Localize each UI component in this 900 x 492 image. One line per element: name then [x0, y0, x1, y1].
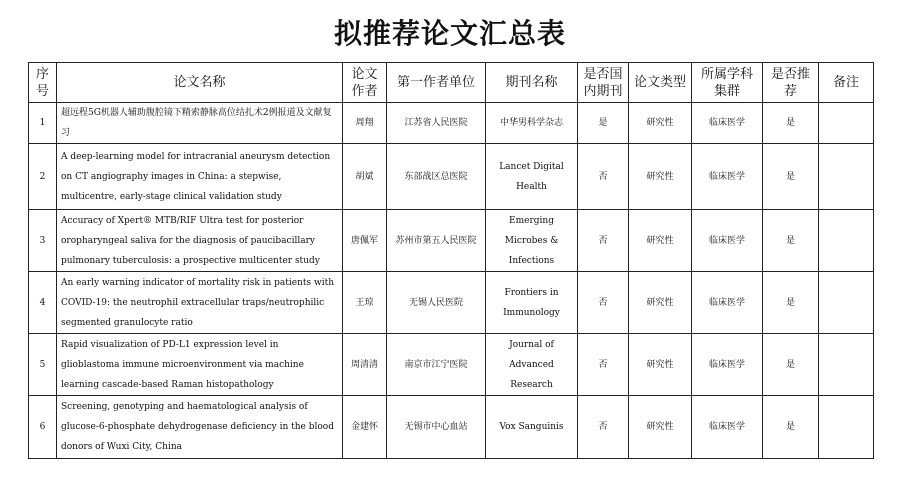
cell-journal: Lancet Digital Health [486, 144, 578, 210]
cell-index: 6 [29, 396, 57, 459]
cell-type: 研究性 [629, 396, 692, 459]
cell-author: 胡斌 [343, 144, 387, 210]
header-paper-name: 论文名称 [57, 63, 343, 103]
cell-index: 4 [29, 272, 57, 334]
cell-recommend: 是 [763, 396, 819, 459]
cell-recommend: 是 [763, 272, 819, 334]
cell-journal: Emerging Microbes & Infections [486, 210, 578, 272]
cell-paper-name: Accuracy of Xpert® MTB/RIF Ultra test for posterior oropharyngeal saliva for the diagnosis of paucibacillary pulmonary tuberculosis: a prospective multicenter study [57, 210, 343, 272]
paper-summary-table [28, 62, 874, 459]
cell-affiliation: 东部战区总医院 [387, 144, 486, 210]
table-row [29, 334, 874, 396]
cell-journal: Vox Sanguinis [486, 396, 578, 459]
cell-recommend: 是 [763, 103, 819, 144]
header-type: 论文类型 [629, 63, 692, 103]
cell-domestic: 否 [578, 396, 629, 459]
header-row [29, 63, 874, 103]
cell-cluster: 临床医学 [692, 210, 763, 272]
cell-type: 研究性 [629, 334, 692, 396]
cell-remarks [819, 210, 874, 272]
cell-index: 2 [29, 144, 57, 210]
cell-remarks [819, 144, 874, 210]
header-cluster: 所属学科集群 [692, 63, 763, 103]
cell-journal: Frontiers in Immunology [486, 272, 578, 334]
cell-type: 研究性 [629, 272, 692, 334]
cell-journal: Journal of Advanced Research [486, 334, 578, 396]
header-remarks: 备注 [819, 63, 874, 103]
table-row [29, 272, 874, 334]
cell-affiliation: 江苏省人民医院 [387, 103, 486, 144]
cell-domestic: 否 [578, 210, 629, 272]
cell-affiliation: 苏州市第五人民医院 [387, 210, 486, 272]
cell-type: 研究性 [629, 144, 692, 210]
header-index: 序号 [29, 63, 57, 103]
header-affiliation: 第一作者单位 [387, 63, 486, 103]
cell-recommend: 是 [763, 144, 819, 210]
cell-type: 研究性 [629, 103, 692, 144]
cell-paper-name: 超远程5G机器人辅助腹腔镜下精索静脉高位结扎术2例报道及文献复习 [57, 103, 343, 144]
cell-remarks [819, 334, 874, 396]
cell-type: 研究性 [629, 210, 692, 272]
page-title: 拟推荐论文汇总表 [333, 17, 566, 50]
cell-domestic: 否 [578, 334, 629, 396]
cell-author: 金建怀 [343, 396, 387, 459]
cell-recommend: 是 [763, 210, 819, 272]
cell-author: 周清清 [343, 334, 387, 396]
header-recommend: 是否推荐 [763, 63, 819, 103]
cell-remarks [819, 272, 874, 334]
cell-domestic: 否 [578, 144, 629, 210]
cell-affiliation: 南京市江宁医院 [387, 334, 486, 396]
cell-index: 5 [29, 334, 57, 396]
cell-paper-name: Rapid visualization of PD-L1 expression level in glioblastoma immune microenvironment via machine learning cascade-based Raman histopathology [57, 334, 343, 396]
cell-remarks [819, 396, 874, 459]
cell-recommend: 是 [763, 334, 819, 396]
cell-index: 3 [29, 210, 57, 272]
header-journal: 期刊名称 [486, 63, 578, 103]
cell-affiliation: 无锡人民医院 [387, 272, 486, 334]
cell-remarks [819, 103, 874, 144]
table-row [29, 210, 874, 272]
cell-journal: 中华男科学杂志 [486, 103, 578, 144]
table-row [29, 396, 874, 459]
cell-cluster: 临床医学 [692, 144, 763, 210]
cell-index: 1 [29, 103, 57, 144]
cell-affiliation: 无锡市中心血站 [387, 396, 486, 459]
cell-domestic: 是 [578, 103, 629, 144]
cell-author: 唐佩军 [343, 210, 387, 272]
header-author: 论文作者 [343, 63, 387, 103]
cell-author: 王琼 [343, 272, 387, 334]
header-domestic: 是否国内期刊 [578, 63, 629, 103]
table-row [29, 103, 874, 144]
cell-author: 周翔 [343, 103, 387, 144]
cell-paper-name: A deep-learning model for intracranial aneurysm detection on CT angiography images in China: a stepwise, multicentre, early-stage clinical validation study [57, 144, 343, 210]
cell-cluster: 临床医学 [692, 334, 763, 396]
cell-paper-name: An early warning indicator of mortality risk in patients with COVID-19: the neutrophil extracellular traps/neutrophilic segmented granulocyte ratio [57, 272, 343, 334]
cell-cluster: 临床医学 [692, 103, 763, 144]
cell-cluster: 临床医学 [692, 272, 763, 334]
table-row [29, 144, 874, 210]
cell-cluster: 临床医学 [692, 396, 763, 459]
cell-domestic: 否 [578, 272, 629, 334]
cell-paper-name: Screening, genotyping and haematological analysis of glucose-6-phosphate dehydrogenase deficiency in the blood donors of Wuxi City, China [57, 396, 343, 459]
